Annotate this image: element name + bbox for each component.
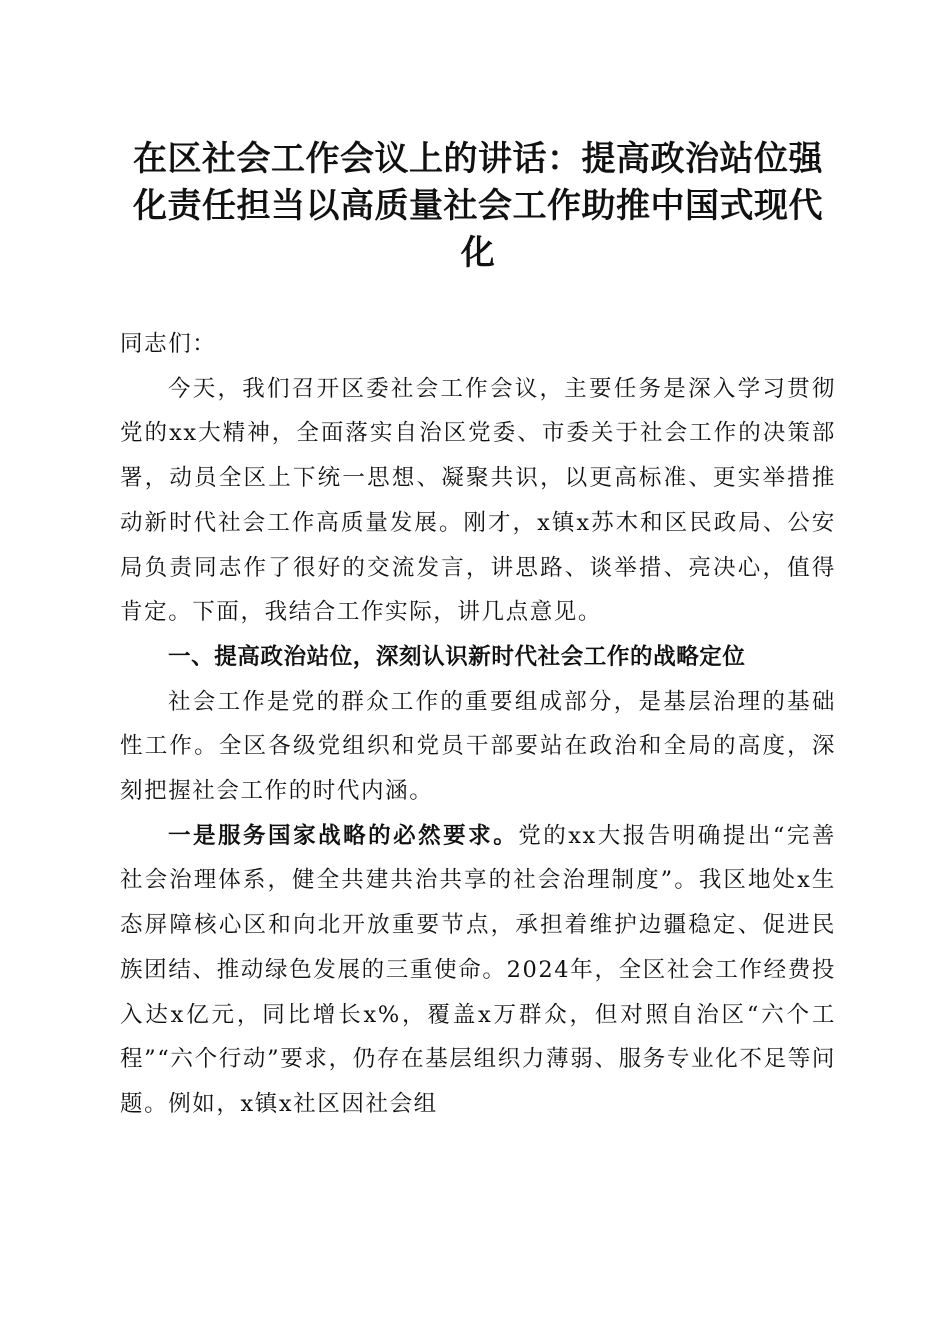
document-body — [120, 322, 836, 1127]
point-1-paragraph — [120, 814, 836, 1127]
point-1-body: 党的xx大报告明确提出“完善社会治理体系，健全共建共治共享的社会治理制度”。我区地处x生态屏障核心区和向北开放重要节点，承担着维护边疆稳定、促进民族团结、推动绿色发展的三重使命。2024年，全区社会工作经费投入达x亿元，同比增长x%，覆盖x万群众，但对照自治区“六个工程”“六个行动”要求，仍存在基层组织力薄弱、服务专业化不足等问题。例如，x镇x社区因社会组 — [120, 822, 836, 1117]
salutation: 同志们： — [120, 331, 217, 357]
intro-paragraph: 今天，我们召开区委社会工作会议，主要任务是深入学习贯彻党的xx大精神，全面落实自治区党委、市委关于社会工作的决策部署，动员全区上下统一思想、凝聚共识，以更高标准、更实举措推动新时代社会工作高质量发展。刚才，x镇x苏木和区民政局、公安局负责同志作了很好的交流发言，讲思路、谈举措、亮决心，值得肯定。下面，我结合工作实际，讲几点意见。 — [120, 375, 836, 626]
section-1-heading: 一、提高政治站位，深刻认识新时代社会工作的战略定位 — [168, 643, 746, 670]
document-title: 在区社会工作会议上的讲话：提高政治站位强化责任担当以高质量社会工作助推中国式现代化 — [133, 139, 823, 273]
section-1-paragraph: 社会工作是党的群众工作的重要组成部分，是基层治理的基础性工作。全区各级党组织和党员干部要站在政治和全局的高度，深刻把握社会工作的时代内涵。 — [120, 688, 836, 805]
point-1-lead: 一是服务国家战略的必然要求。 — [168, 822, 519, 849]
